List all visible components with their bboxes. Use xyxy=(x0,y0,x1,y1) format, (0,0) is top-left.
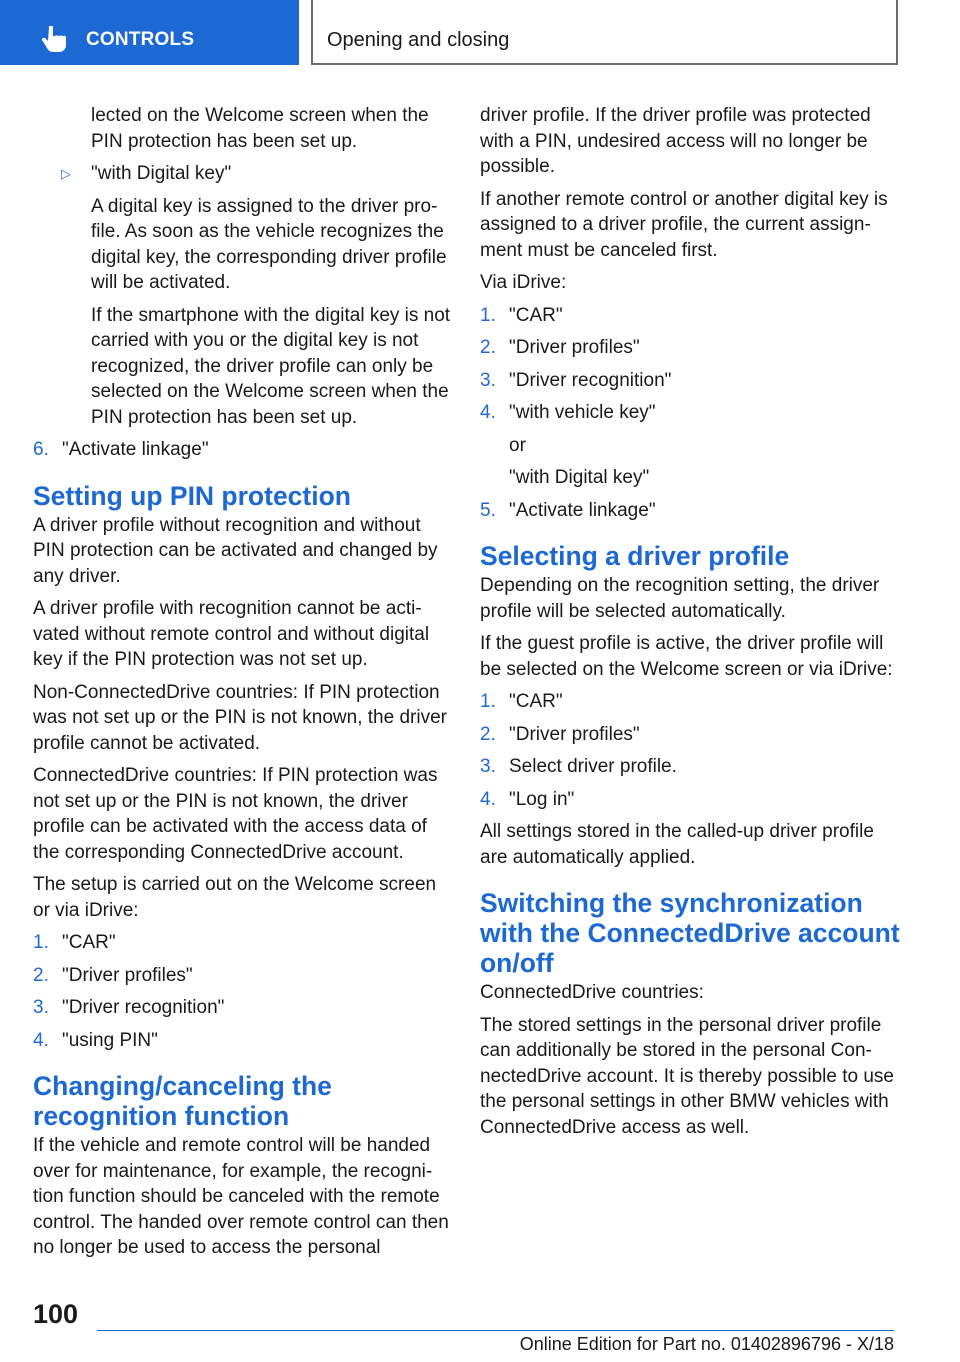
list-item xyxy=(480,754,900,780)
step-text: "using PIN" xyxy=(62,1029,158,1051)
footer-edition-text: Online Edition for Part no. 01402896796 - X/18 xyxy=(519,1334,894,1354)
step-text: "Driver recognition" xyxy=(62,997,225,1018)
step-number: 4. xyxy=(480,788,496,810)
section-tab-label: CONTROLS xyxy=(86,29,195,50)
step-number: 3. xyxy=(480,369,496,391)
section-heading: Changing/canceling the recognition function xyxy=(33,1071,332,1131)
paragraph: If another remote control or another digital key is assigned to a driver profile, the current assignment must be canceled first. xyxy=(480,188,888,261)
section-tab xyxy=(0,0,299,65)
footer-divider xyxy=(97,1330,894,1331)
paragraph: Non-ConnectedDrive countries: If PIN protection was not set up or the PIN is not known, the driver profile cannot be activated. xyxy=(33,681,447,754)
step-number: 6. xyxy=(33,439,49,460)
paragraph: ConnectedDrive countries: xyxy=(480,982,704,1003)
step-number: 3. xyxy=(33,997,49,1018)
paragraph: If the guest profile is active, the driver profile will be selected on the Welcome screen or via iDrive: xyxy=(480,633,893,680)
step-text: "Driver profiles" xyxy=(62,964,193,986)
step-number: 5. xyxy=(480,499,496,521)
step-text: Select driver profile. xyxy=(509,756,677,777)
step-text: "Driver recognition" xyxy=(509,369,672,391)
list-item xyxy=(480,722,900,748)
option-label: "with Digital key" xyxy=(91,163,232,184)
numbered-list xyxy=(33,930,453,1053)
step-text: "Activate linkage" xyxy=(509,499,656,521)
paragraph: A driver profile with recognition cannot be activated without remote control and without digital key if the PIN protection was not set up. xyxy=(33,598,430,670)
step-text: "CAR" xyxy=(509,691,563,712)
paragraph: driver profile. If the driver profile was protected with a PIN, undesired access will no longer be possible. xyxy=(480,105,871,177)
paragraph: If the vehicle and remote control will be handed over for maintenance, for example, the recognition function should be canceled with the remote control. The handed over remote control can then no longer be used to access the personal xyxy=(33,1135,449,1258)
step-number: 1. xyxy=(480,304,496,326)
paragraph: Via iDrive: xyxy=(480,272,567,293)
list-item xyxy=(480,689,900,715)
paragraph: If the smartphone with the digital key is not carried with you or the digital key is not recognized, the driver profile can only be selected on the Welcome screen when the PIN protection has been set up. xyxy=(91,304,451,428)
step-text: "Log in" xyxy=(509,788,575,810)
list-item xyxy=(480,303,900,329)
numbered-list xyxy=(480,689,900,812)
step-number: 4. xyxy=(480,402,496,423)
step-text: "Driver profiles" xyxy=(509,723,640,745)
list-item xyxy=(33,1028,453,1054)
step-text: "CAR" xyxy=(509,304,563,326)
step-text: "CAR" xyxy=(62,932,116,953)
paragraph: Depending on the recognition setting, the driver profile will be selected automatically. xyxy=(480,575,880,622)
list-item xyxy=(480,400,900,426)
hand-pointer-icon xyxy=(40,26,68,52)
page-number: 100 xyxy=(33,1299,79,1329)
numbered-list xyxy=(480,303,900,524)
step-number: 3. xyxy=(480,756,496,777)
or-text: or xyxy=(509,434,526,456)
list-item xyxy=(33,995,453,1021)
triangle-bullet-icon: ▷ xyxy=(61,166,71,181)
list-item xyxy=(480,498,900,524)
step-number: 1. xyxy=(33,932,49,953)
step-number: 1. xyxy=(480,691,496,712)
list-item xyxy=(33,930,453,956)
list-item xyxy=(480,787,900,813)
chapter-header xyxy=(311,0,898,65)
digital-key-option xyxy=(33,161,453,187)
list-item xyxy=(33,437,453,463)
right-column xyxy=(480,103,900,1147)
paragraph: The setup is carried out on the Welcome screen or via iDrive: xyxy=(33,874,437,921)
step-number: 2. xyxy=(480,723,496,745)
paragraph: A driver profile without recognition and without PIN protection can be activated and changed by any driver. xyxy=(33,514,438,587)
paragraph: All settings stored in the called-up driver profile are automatically applied. xyxy=(480,821,874,868)
list-item xyxy=(480,368,900,394)
step-number: 2. xyxy=(33,964,49,986)
step-text: "with vehicle key" xyxy=(509,402,656,423)
section-heading: Switching the synchronization with the ConnectedDrive account on/off xyxy=(480,888,900,978)
paragraph: The stored settings in the personal driver profile can additionally be stored in the personal ConnectedDrive account. It is thereby possible to use the personal settings in other BMW vehicles with ConnectedDrive access as well. xyxy=(480,1014,895,1138)
continued-text: lected on the Welcome screen when the PIN protection has been set up. xyxy=(91,105,429,152)
alt-option: "with Digital key" xyxy=(509,467,650,488)
left-column xyxy=(33,103,453,1268)
step-text: "Activate linkage" xyxy=(62,439,209,460)
step-number: 4. xyxy=(33,1029,49,1051)
list-item xyxy=(480,335,900,361)
section-heading: Setting up PIN protection xyxy=(33,480,351,511)
list-item xyxy=(33,963,453,989)
paragraph: ConnectedDrive countries: If PIN protection was not set up or the PIN is not known, the driver profile can be activated with the access data of the corresponding ConnectedDrive account. xyxy=(33,765,438,863)
chapter-title: Opening and closing xyxy=(327,29,510,51)
paragraph: A digital key is assigned to the driver profile. As soon as the vehicle recognizes the digital key, the corresponding driver profile will be activated. xyxy=(91,195,447,293)
section-heading: Selecting a driver profile xyxy=(480,541,790,571)
step-number: 2. xyxy=(480,337,496,358)
step-text: "Driver profiles" xyxy=(509,337,640,358)
